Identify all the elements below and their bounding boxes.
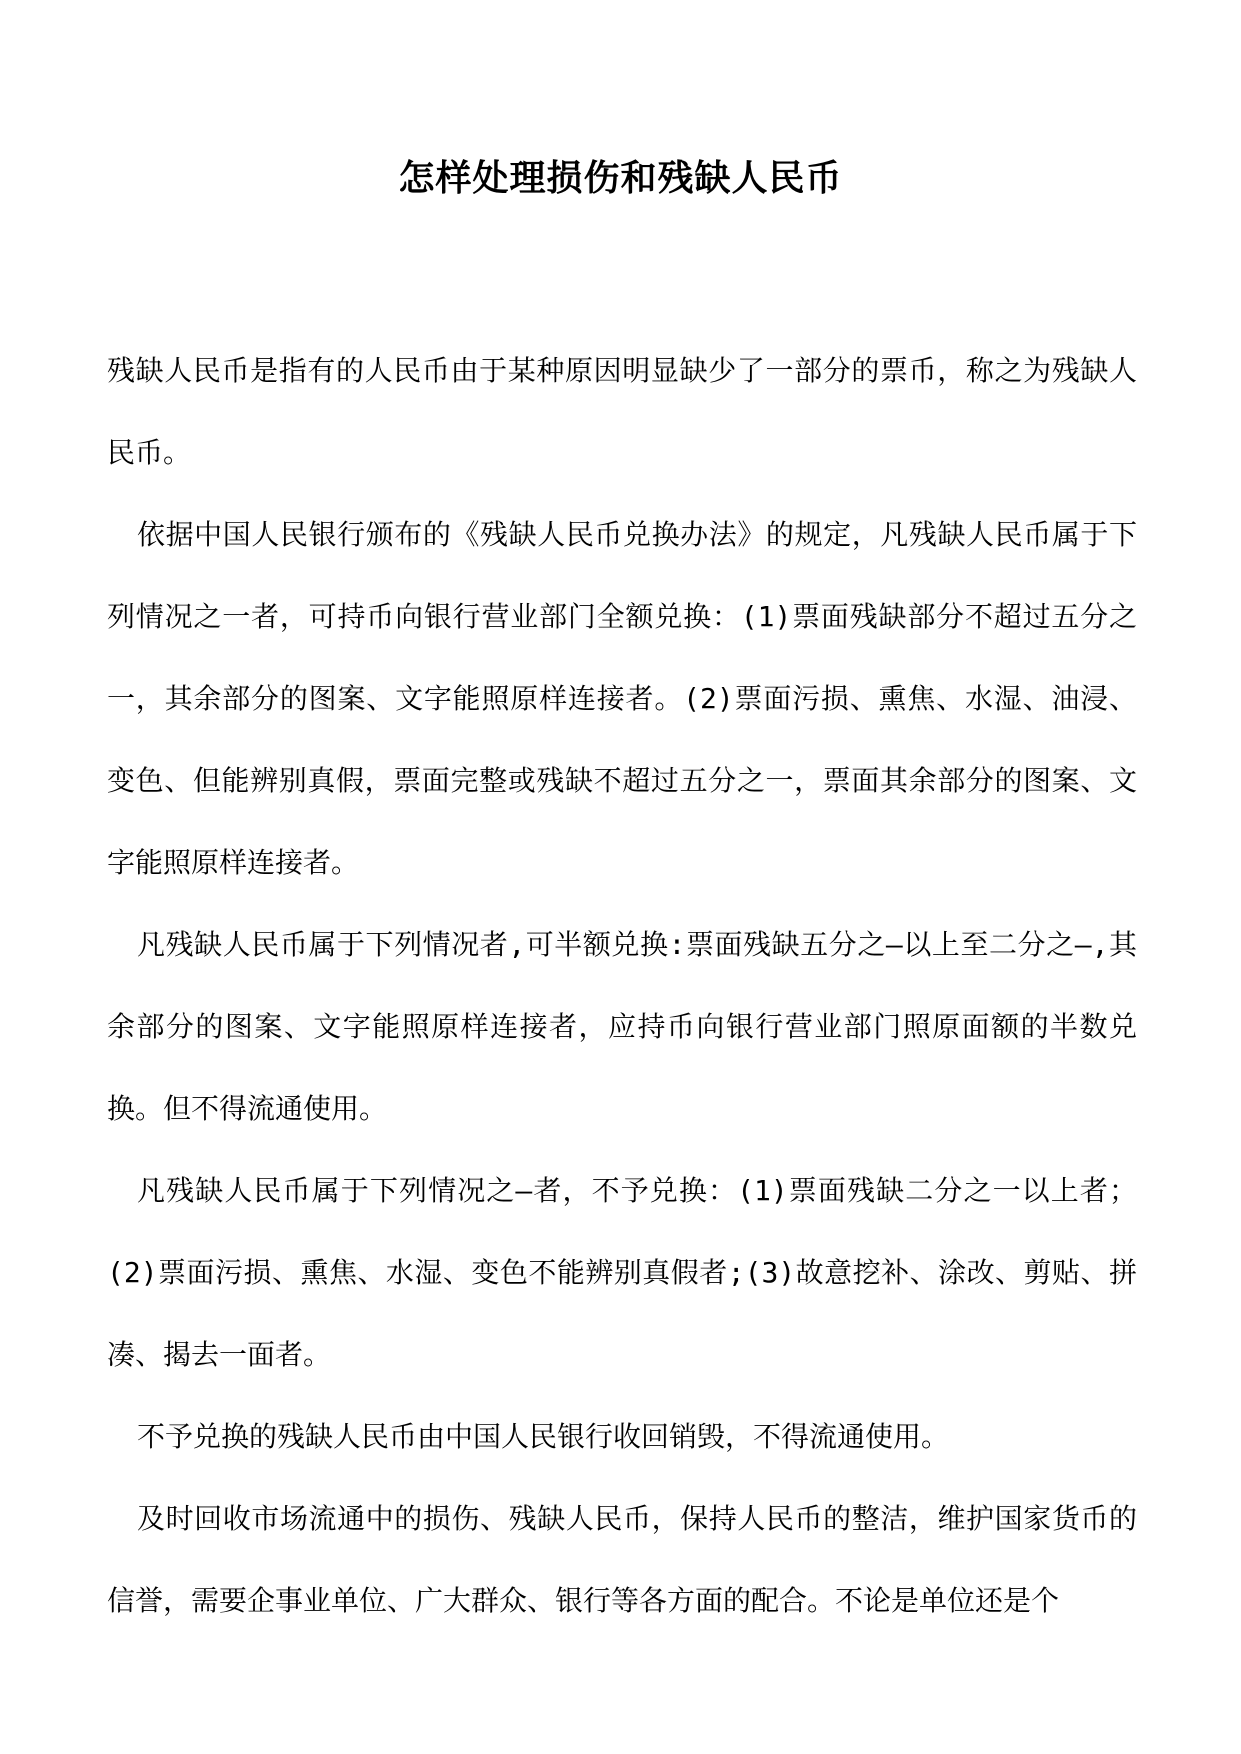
page-title: 怎样处理损伤和残缺人民币 (398, 157, 843, 199)
paragraph-no-exchange: 凡残缺人民币属于下列情况之—者，不予兑换：(1)票面残缺二分之一以上者；(2)票面污损、熏焦、水湿、变色不能辨别真假者;(3)故意挖补、涂改、剪贴、拼凑、揭去一面者。 (107, 1174, 1137, 1371)
paragraph-definition: 残缺人民币是指有的人民币由于某种原因明显缺少了一部分的票币，称之为残缺人民币。 (107, 354, 1137, 469)
paragraph-recovery: 及时回收市场流通中的损伤、残缺人民币，保持人民币的整洁，维护国家货币的信誉，需要企事业单位、广大群众、银行等各方面的配合。不论是单位还是个 (107, 1502, 1137, 1617)
paragraph-full-exchange: 依据中国人民银行颁布的《残缺人民币兑换办法》的规定，凡残缺人民币属于下列情况之一者，可持币向银行营业部门全额兑换：(1)票面残缺部分不超过五分之一，其余部分的图案、文字能照原样连接者。(2)票面污损、熏焦、水湿、油浸、变色、但能辨别真假，票面完整或残缺不超过五分之一，票面其余部分的图案、文字能照原样连接者。 (107, 518, 1137, 879)
document-body (107, 330, 1137, 1642)
paragraph-destruction: 不予兑换的残缺人民币由中国人民银行收回销毁，不得流通使用。 (137, 1420, 950, 1453)
paragraph-half-exchange: 凡残缺人民币属于下列情况者,可半额兑换:票面残缺五分之—以上至二分之—,其余部分的图案、文字能照原样连接者，应持币向银行营业部门照原面额的半数兑换。但不得流通使用。 (107, 928, 1137, 1125)
